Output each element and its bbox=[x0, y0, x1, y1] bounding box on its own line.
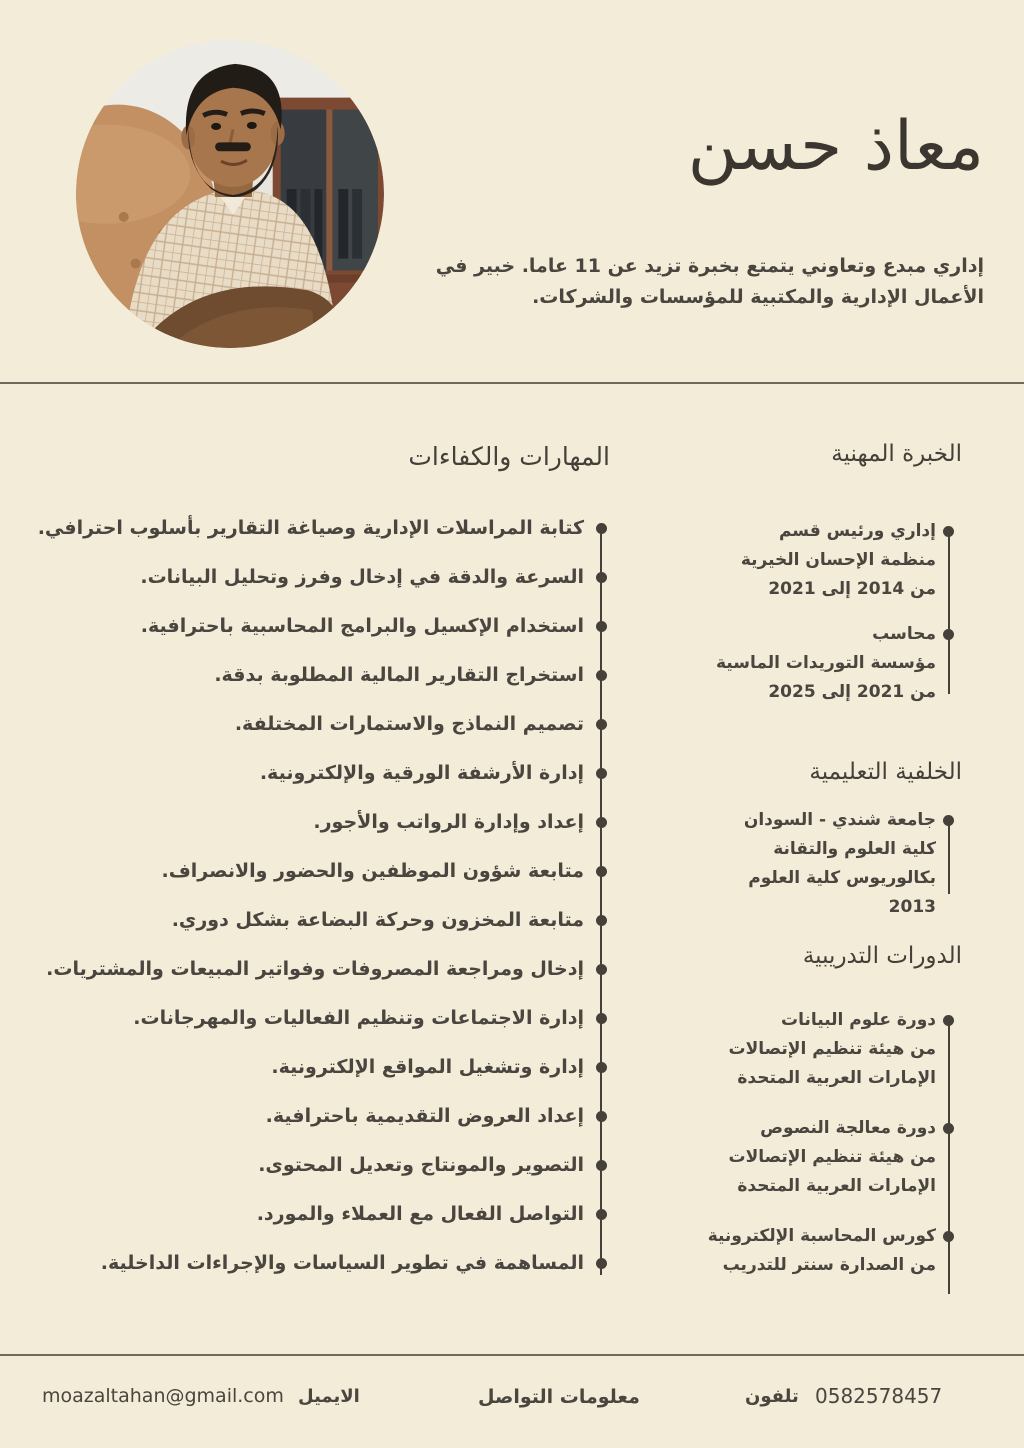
experience-entries bbox=[712, 517, 962, 707]
profile-summary: إداري مبدع وتعاوني يتمتع بخبرة تزيد عن 11 عاما. خبير في الأعمال الإدارية والمكتبية للمؤسسات والشركات. bbox=[435, 255, 984, 308]
job-org: مؤسسة التوريدات الماسية bbox=[715, 653, 936, 674]
experience-title: الخبرة المهنية bbox=[831, 441, 962, 468]
skill-item: استخدام الإكسيل والبرامج المحاسبية باحترافية. bbox=[40, 615, 584, 638]
skill-item: متابعة المخزون وحركة البضاعة بشكل دوري. bbox=[40, 909, 584, 932]
bullet-dot-icon bbox=[596, 621, 607, 632]
education-section bbox=[712, 757, 962, 922]
bullet-dot-icon bbox=[596, 1258, 607, 1269]
skill-item: التصوير والمونتاج وتعديل المحتوى. bbox=[40, 1154, 584, 1177]
bullet-dot-icon bbox=[596, 1209, 607, 1220]
education-entry bbox=[712, 806, 936, 922]
bullet-dot-icon bbox=[596, 964, 607, 975]
bullet-dot-icon bbox=[943, 526, 954, 537]
courses-title: الدورات التدريبية bbox=[802, 943, 962, 970]
profile-photo-illustration bbox=[76, 40, 384, 348]
bullet-dot-icon bbox=[596, 572, 607, 583]
bullet-dot-icon bbox=[943, 1231, 954, 1242]
course-entry bbox=[707, 1222, 936, 1280]
course-entry bbox=[712, 1006, 936, 1093]
bullet-dot-icon bbox=[596, 817, 607, 828]
bullet-dot-icon bbox=[943, 1015, 954, 1026]
job-org: منظمة الإحسان الخيرية bbox=[740, 550, 936, 571]
bullet-dot-icon bbox=[596, 1013, 607, 1024]
course-provider: من هيئة تنظيم الإتصالات bbox=[728, 1039, 936, 1060]
email-value: moazaltahan@gmail.com bbox=[42, 1385, 284, 1407]
phone-value: 0582578457 bbox=[815, 1384, 943, 1408]
bullet-dot-icon bbox=[596, 915, 607, 926]
footer-divider bbox=[0, 1354, 1024, 1356]
person-name: معاذ حسن bbox=[687, 106, 984, 186]
phone-label: تلفون bbox=[745, 1386, 799, 1407]
course-location: الإمارات العربية المتحدة bbox=[737, 1068, 936, 1089]
course-name: كورس المحاسبة الإلكترونية bbox=[707, 1226, 936, 1247]
skill-item: السرعة والدقة في إدخال وفرز وتحليل البيانات. bbox=[40, 566, 584, 589]
experience-timeline-line bbox=[948, 529, 950, 694]
job-dates: من 2021 إلى 2025 bbox=[768, 682, 936, 703]
bullet-dot-icon bbox=[596, 1062, 607, 1073]
email-label: الايميل bbox=[298, 1386, 360, 1407]
edu-degree: بكالوريوس كلية العلوم bbox=[748, 868, 936, 889]
skill-item: التواصل الفعال مع العملاء والمورد. bbox=[40, 1203, 584, 1226]
bullet-dot-icon bbox=[596, 670, 607, 681]
education-title: الخلفية التعليمية bbox=[809, 759, 962, 786]
course-name: دورة علوم البيانات bbox=[781, 1010, 936, 1031]
course-location: الإمارات العربية المتحدة bbox=[737, 1176, 936, 1197]
experience-entry bbox=[712, 620, 936, 707]
edu-college: كلية العلوم والتقانة bbox=[773, 839, 936, 860]
bullet-dot-icon bbox=[943, 629, 954, 640]
job-title: إداري ورئيس قسم bbox=[778, 521, 936, 542]
job-title: محاسب bbox=[872, 624, 936, 645]
courses-section bbox=[707, 941, 962, 1280]
bullet-dot-icon bbox=[596, 523, 607, 534]
skill-item: إعداد العروض التقديمية باحترافية. bbox=[40, 1105, 584, 1128]
skill-item: إدارة الأرشفة الورقية والإلكترونية. bbox=[40, 762, 584, 785]
skill-item: استخراج التقارير المالية المطلوبة بدقة. bbox=[40, 664, 584, 687]
skills-title: المهارات والكفاءات bbox=[408, 441, 610, 471]
skill-item: المساهمة في تطوير السياسات والإجراءات الداخلية. bbox=[40, 1252, 584, 1275]
skill-item: تصميم النماذج والاستمارات المختلفة. bbox=[40, 713, 584, 736]
experience-entry bbox=[712, 517, 936, 604]
bullet-dot-icon bbox=[943, 1123, 954, 1134]
skill-item: إدارة الاجتماعات وتنظيم الفعاليات والمهرجانات. bbox=[40, 1007, 584, 1030]
education-timeline-line bbox=[948, 818, 950, 894]
skill-item: إعداد وإدارة الرواتب والأجور. bbox=[40, 811, 584, 834]
edu-year: 2013 bbox=[888, 897, 936, 918]
bullet-dot-icon bbox=[596, 719, 607, 730]
bullet-dot-icon bbox=[596, 866, 607, 877]
skill-item: كتابة المراسلات الإدارية وصياغة التقارير بأسلوب احترافي. bbox=[40, 517, 584, 540]
courses-timeline-line bbox=[948, 1018, 950, 1294]
skill-item: متابعة شؤون الموظفين والحضور والانصراف. bbox=[40, 860, 584, 883]
profile-photo bbox=[76, 40, 384, 348]
skills-section bbox=[37, 420, 610, 1275]
header-divider bbox=[0, 382, 1024, 384]
course-provider: من الصدارة سنتر للتدريب bbox=[722, 1255, 936, 1276]
contact-info-title: معلومات التواصل bbox=[478, 1386, 640, 1408]
sidebar bbox=[707, 420, 962, 1280]
skill-item: إدخال ومراجعة المصروفات وفواتير المبيعات والمشتريات. bbox=[40, 958, 584, 981]
courses-entries bbox=[707, 1006, 962, 1280]
bullet-dot-icon bbox=[596, 1160, 607, 1171]
course-entry bbox=[712, 1114, 936, 1201]
edu-university: جامعة شندي - السودان bbox=[743, 810, 936, 831]
course-provider: من هيئة تنظيم الإتصالات bbox=[728, 1147, 936, 1168]
skills-list bbox=[37, 516, 610, 1275]
education-entries bbox=[712, 806, 962, 922]
skill-item: إدارة وتشغيل المواقع الإلكترونية. bbox=[40, 1056, 584, 1079]
bullet-dot-icon bbox=[596, 768, 607, 779]
experience-section bbox=[712, 439, 962, 707]
course-name: دورة معالجة النصوص bbox=[760, 1118, 936, 1139]
job-dates: من 2014 إلى 2021 bbox=[768, 579, 936, 600]
bullet-dot-icon bbox=[943, 815, 954, 826]
bullet-dot-icon bbox=[596, 1111, 607, 1122]
